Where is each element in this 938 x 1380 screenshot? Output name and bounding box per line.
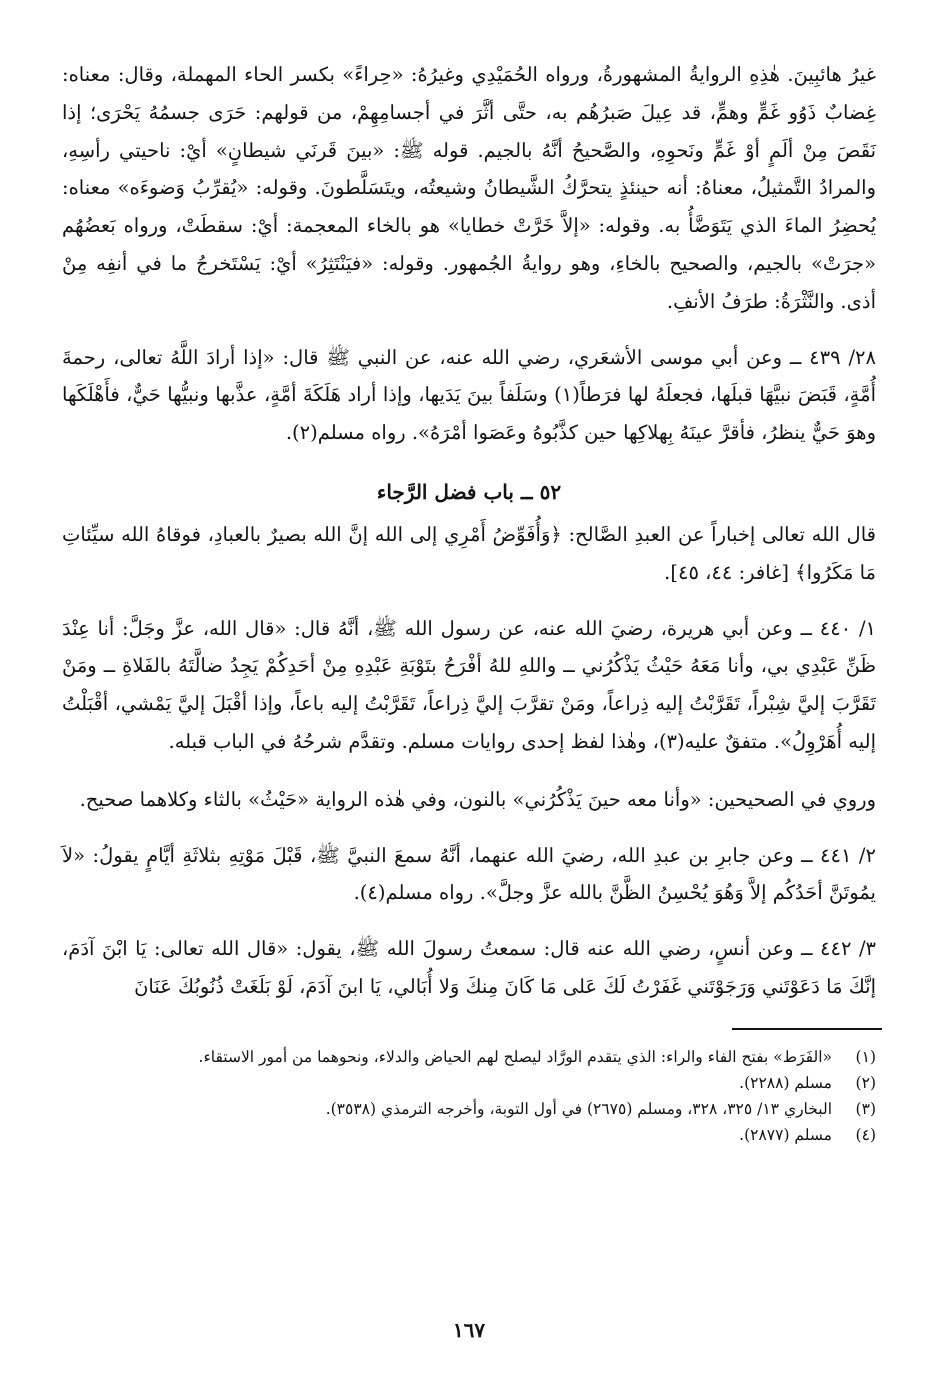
hadith-441-paragraph: ٢/ ٤٤١ ــ وعن جابرِ بن عبدِ الله، رضيَ الله عنهما، أنَّهُ سمعَ النبيَّ ﷺ، قَبْلَ مَوْتِهِ بثلاثَةِ أيَّامٍ يقولُ: «لاَ يمُوتَنَّ أحَدُكُم إلاَّ وَهُوَ يُحْسِنُ الظَّنَّ بالله عزَّ وجلَّ». رواه مسلم(٤). xyxy=(62,843,876,905)
footnote-item xyxy=(62,1044,876,1070)
footnote-text: مسلم (٢٨٧٧). xyxy=(739,1125,832,1144)
footnote-text: مسلم (٢٢٨٨). xyxy=(739,1073,832,1092)
footnote-number: (٤) xyxy=(855,1125,876,1144)
footnote-number: (١) xyxy=(855,1047,876,1066)
hadith-440-paragraph: ١/ ٤٤٠ ــ وعن أبي هريرة، رضيَ الله عنه، عن رسول الله ﷺ، أنَّهُ قال: «قال الله، عزَّ وجَلَّ: أنا عِنْدَ ظَنِّ عَبْدِي بي، وأنا مَعَهُ حَيْثُ يَذْكُرُني ــ واللهِ للهُ أفْرَحُ بتَوْبَةِ عَبْدِهِ مِنْ أحَدِكُمْ يَجِدُ ضالَّتَهُ بالفَلاةِ ــ ومَنْ تَقَرَّبَ إليَّ شِبْراً، تَقَرَّبْتُ إليه ذِراعاً، ومَنْ تقرَّبَ إليَّ ذِراعاً، تَقَرَّبْتُ إليه باعاً، وإذا أقْبَلَ إليَّ يَمْشي، أقْبَلْتُ إليه أُهَرْوِلُ». متفقٌ عليه(٣)، وهٰذا لفظ إحدى روايات مسلم. وتقدَّم شرحُهُ في الباب قبله. xyxy=(62,616,876,753)
hadith-442-paragraph: ٣/ ٤٤٢ ــ وعن أنسٍ، رضي الله عنه قال: سمعتُ رسولَ الله ﷺ، يقول: «قال الله تعالى: يَا ابْنَ آدَمَ، إنَّكَ مَا دَعَوْتَني وَرَجَوْتَني غَفَرْتُ لَكَ عَلى مَا كَانَ مِنكَ وَلا أُبَالي، يَا ابنَ آدَمَ، لَوْ بَلَغَتْ ذُنُوبُكَ عَنَانَ xyxy=(62,937,876,998)
footnote-separator xyxy=(732,1028,882,1030)
footnote-item xyxy=(62,1096,876,1122)
chapter-title: ٥٢ ــ باب فضل الرَّجاء xyxy=(376,479,562,504)
footnote-number: (٣) xyxy=(855,1099,876,1118)
footnote-number: (٢) xyxy=(855,1073,876,1092)
book-page xyxy=(62,56,876,1380)
intro-commentary-paragraph: غيرُ هائبِينَ. هٰذِهِ الروايةُ المشهورةُ، ورواه الحُمَيْدِي وغيرُهُ: «حِراءً» بكسر الحاء المهملة، وقال: معناه: غِضابٌ ذَوُو غَمٍّ وهمٍّ، قد عِيلَ صَبرُهُم به، حتَّى أثَّرَ في أجسامِهِمْ، من قولهم: حَرَى جسمُهُ يَحْرَى؛ إذا نَقَصَ مِنْ ألَمٍ أوْ غَمٍّ ونَحوِهِ، والصَّحيحُ أنَّهُ بالجيم. قوله ﷺ: «بينَ قَرنَي شيطانٍ» أيْ: ناحيتي رأسِهِ، والمرادُ التَّمثيلُ، معناهُ: أنه حينئذٍ يتحرَّكُ الشَّيطانُ وشيعتُه، ويتَسَلَّطونَ. وقوله: «يُقرِّبُ وَضوءَه» معناه: يُحضِرُ الماءَ الذي يَتَوَضَّأُ به. وقوله: «إلاَّ خَرَّتْ خطايا» هو بالخاء المعجمة: أيْ: سقطَتْ، ورواه بَعضُهُم «جرَتْ» بالجيم، والصحيح بالخاءِ، وهو روايةُ الجُمهور. وقوله: «فيَنْتَثِرُ» أيْ: يَسْتَخرجُ ما في أنفِه مِنْ أذى. والنَّثْرَةُ: طرَفُ الأنفِ. xyxy=(62,63,876,313)
chapter-intro-paragraph: قال الله تعالى إخباراً عن العبدِ الصَّالح: ﴿وَأُفَوِّضُ أَمْرِي إلى الله إنَّ الله بصيرٌ بالعبادِ، فوقاهُ الله سيِّئاتِ مَا مَكَرُوا﴾ [غافر: ٤٤، ٤٥]. xyxy=(62,522,876,584)
footnote-item xyxy=(62,1070,876,1096)
footnote-item xyxy=(62,1122,876,1148)
footnotes xyxy=(62,1044,876,1148)
commentary-paragraph: وروي في الصحيحين: «وأنا معه حينَ يَذْكُرُني» بالنون، وفي هٰذه الرواية «حَيْثُ» بالثاء وكلاهما صحيح. xyxy=(79,787,876,811)
footnote-text: «الفَرَط» بفتح الفاء والراء: الذي يتقدم الورَّاد ليصلح لهم الحياض والدلاء، ونحوهما من أمور الاستقاء. xyxy=(198,1047,832,1066)
footnote-text: البخاري ١٣/ ٣٢٥، ٣٢٨، ومسلم (٢٦٧٥) في أول التوبة، وأخرجه الترمذي (٣٥٣٨). xyxy=(325,1099,832,1118)
page-number: ١٦٧ xyxy=(452,1318,486,1342)
hadith-439-paragraph: ٢٨/ ٤٣٩ ــ وعن أبي موسى الأشعَري، رضي الله عنه، عن النبي ﷺ قال: «إذا أرادَ اللَّهُ تعالى، رحمةَ أُمَّةٍ، قَبَضَ نبيَّهَا قبلَها، فجعلَهُ لها فرَطاً(١) وسَلَفاً بينَ يَدَيها، وإذا أراد هَلَكَةَ أمَّةٍ، عذَّبها ونبيُّها حَيٌّ، فأَهْلَكَها وهوَ حَيٌّ ينظرُ، فأقرَّ عينَهُ بِهلاكِها حين كذَّبُوهُ وعَصَوا أمْرَهُ». رواه مسلم(٢). xyxy=(62,345,876,445)
